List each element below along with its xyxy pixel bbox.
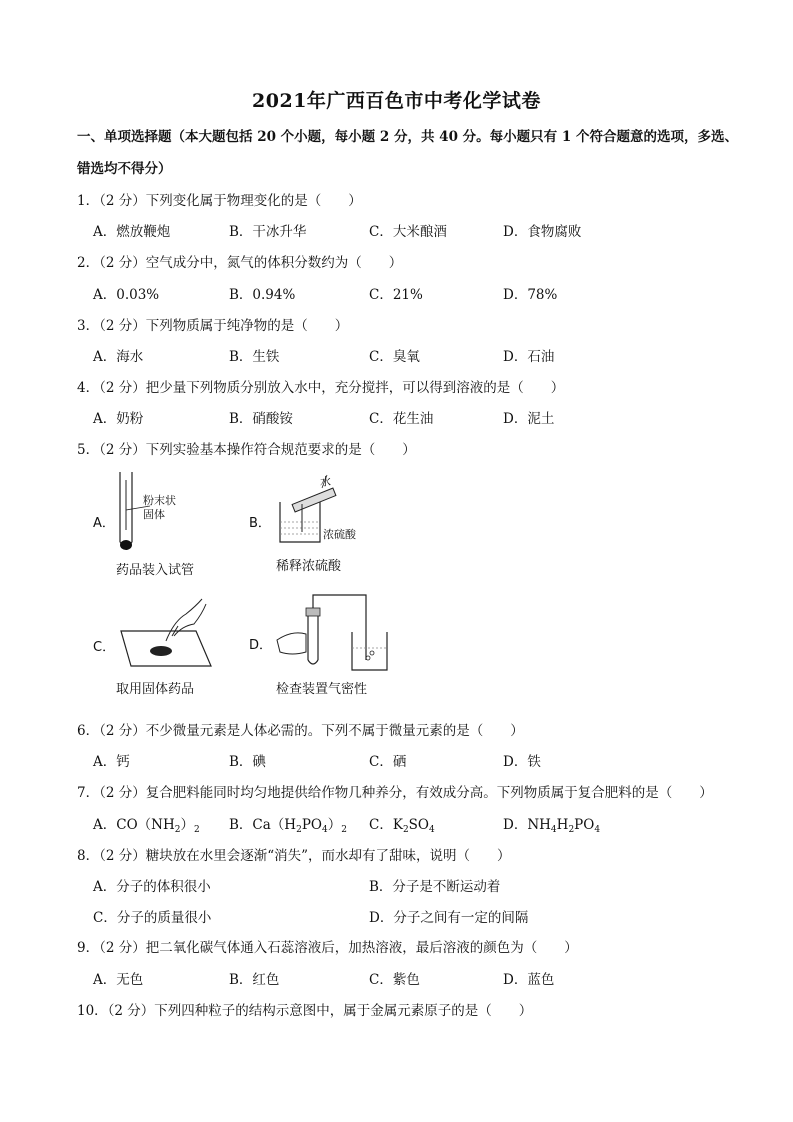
q6-option-d[interactable]: D．铁: [503, 754, 541, 770]
q7-option-a-subscript: 2: [193, 825, 200, 835]
q7-option-d-formula-part: NH: [527, 817, 551, 833]
q3-option-a[interactable]: A．海水: [93, 349, 144, 365]
q9-option-d[interactable]: D．蓝色: [503, 972, 555, 988]
q7-option-a-label: A．: [93, 817, 117, 833]
q7-option-c[interactable]: [369, 813, 435, 835]
figure-d-letter[interactable]: D．: [249, 638, 273, 653]
q8-option-b[interactable]: B．分子是不断运动着: [369, 879, 501, 895]
q4-option-d[interactable]: D．泥土: [503, 411, 555, 427]
question-8-stem: 8．（2 分）糖块放在水里会逐渐“消失”，而水却有了甜味，说明（ ）: [77, 848, 511, 864]
q2-option-b[interactable]: B．0.94%: [229, 287, 296, 303]
q2-option-d[interactable]: D．78%: [503, 287, 558, 303]
q7-option-c-formula-part: K: [392, 817, 403, 833]
figure-c-hand-powder-illustration: [116, 596, 216, 676]
question-5-stem: 5．（2 分）下列实验基本操作符合规范要求的是（ ）: [77, 442, 416, 458]
q7-option-a[interactable]: [93, 813, 200, 835]
q3-option-b[interactable]: B．生铁: [229, 349, 280, 365]
q8-option-d[interactable]: D．分子之间有一定的间隔: [369, 910, 529, 926]
q7-option-d-subscript: 2: [568, 825, 575, 835]
figure-b-acid-label: 浓硫酸: [323, 528, 356, 541]
q3-option-d[interactable]: D．石油: [503, 349, 555, 365]
q7-option-c-subscript: 4: [429, 825, 435, 835]
q2-option-a[interactable]: A．0.03%: [93, 287, 160, 303]
figure-a-powder-label: 粉末状 固体: [143, 494, 176, 521]
q1-option-b[interactable]: B．干冰升华: [229, 224, 307, 240]
question-4-stem: 4．（2 分）把少量下列物质分别放入水中，充分搅拌，可以得到溶液的是（ ）: [77, 380, 565, 396]
q7-option-d-formula-part: H: [556, 817, 569, 833]
q7-option-c-label: C．: [369, 817, 393, 833]
figure-a-caption: 药品装入试管: [116, 563, 195, 578]
question-2-stem: 2．（2 分）空气成分中，氮气的体积分数约为（ ）: [77, 255, 403, 271]
q1-option-a[interactable]: A．燃放鞭炮: [93, 224, 171, 240]
figure-b-water-label: 水: [320, 475, 331, 488]
q1-option-c[interactable]: C．大米酿酒: [369, 224, 447, 240]
page-title: 2021年广西百色市中考化学试卷: [252, 90, 541, 112]
figure-b-letter[interactable]: B．: [249, 516, 271, 531]
q4-option-a[interactable]: A．奶粉: [93, 411, 144, 427]
question-7-stem: 7．（2 分）复合肥料能同时均匀地提供给作物几种养分，有效成分高。下列物质属于复合肥料的是（ ）: [77, 785, 713, 801]
q1-option-d[interactable]: D．食物腐败: [503, 224, 582, 240]
q9-option-b[interactable]: B．红色: [229, 972, 280, 988]
question-10-stem: 10．（2 分）下列四种粒子的结构示意图中，属于金属元素原子的是（ ）: [77, 1003, 533, 1019]
q6-option-a[interactable]: A．钙: [93, 754, 130, 770]
q4-option-c[interactable]: C．花生油: [369, 411, 434, 427]
figure-a-letter[interactable]: A．: [93, 516, 115, 531]
q7-option-a-formula-part: CO（NH: [116, 817, 175, 833]
q7-option-d[interactable]: [503, 813, 600, 835]
q7-option-a-subscript: 2: [174, 825, 181, 835]
section-heading-line1: 一、单项选择题（本大题包括 20 个小题，每小题 2 分，共 40 分。每小题只有 1 个符合题意的选项，多选、: [77, 129, 738, 145]
question-6-stem: 6．（2 分）不少微量元素是人体必需的。下列不属于微量元素的是（ ）: [77, 723, 524, 739]
q7-option-b-subscript: 2: [341, 825, 347, 835]
q6-option-b[interactable]: B．碘: [229, 754, 266, 770]
q9-option-a[interactable]: A．无色: [93, 972, 144, 988]
figure-c-letter[interactable]: C．: [93, 640, 116, 655]
q6-option-c[interactable]: C．硒: [369, 754, 407, 770]
question-9-stem: 9．（2 分）把二氧化碳气体通入石蕊溶液后，加热溶液，最后溶液的颜色为（ ）: [77, 940, 578, 956]
q7-option-c-formula-part: SO: [408, 817, 429, 833]
q9-option-c[interactable]: C．紫色: [369, 972, 420, 988]
q7-option-c-subscript: 2: [402, 825, 409, 835]
figure-c-caption: 取用固体药品: [116, 682, 195, 697]
figure-d-airtightness-illustration: [272, 590, 397, 675]
figure-d-caption: 检查装置气密性: [276, 682, 368, 697]
q7-option-d-subscript: 4: [594, 825, 601, 835]
section-heading-line2: 错选均不得分）: [77, 161, 172, 177]
q7-option-b-subscript: 2: [296, 825, 302, 835]
question-1-stem: 1．（2 分）下列变化属于物理变化的是（ ）: [77, 193, 362, 209]
q7-option-b-subscript: 4: [321, 825, 328, 835]
q7-option-b[interactable]: [229, 813, 347, 835]
q7-option-b-formula-part: Ca（H: [252, 817, 297, 833]
q7-option-a-formula-part: ）: [180, 817, 194, 833]
q7-option-b-formula-part: ）: [327, 817, 342, 833]
q8-option-c[interactable]: C．分子的质量很小: [93, 910, 212, 926]
question-3-stem: 3．（2 分）下列物质属于纯净物的是（ ）: [77, 318, 349, 334]
q4-option-b[interactable]: B．硝酸铵: [229, 411, 293, 427]
q2-option-c[interactable]: C．21%: [369, 287, 423, 303]
q7-option-d-formula-part: PO: [574, 817, 595, 833]
q3-option-c[interactable]: C．臭氧: [369, 349, 420, 365]
q7-option-b-formula-part: PO: [301, 817, 322, 833]
q8-option-a[interactable]: A．分子的体积很小: [93, 879, 211, 895]
q7-option-b-label: B．: [229, 817, 253, 833]
figure-b-caption: 稀释浓硫酸: [276, 559, 342, 574]
q7-option-d-label: D．: [503, 817, 528, 833]
q7-option-d-subscript: 4: [550, 825, 557, 835]
